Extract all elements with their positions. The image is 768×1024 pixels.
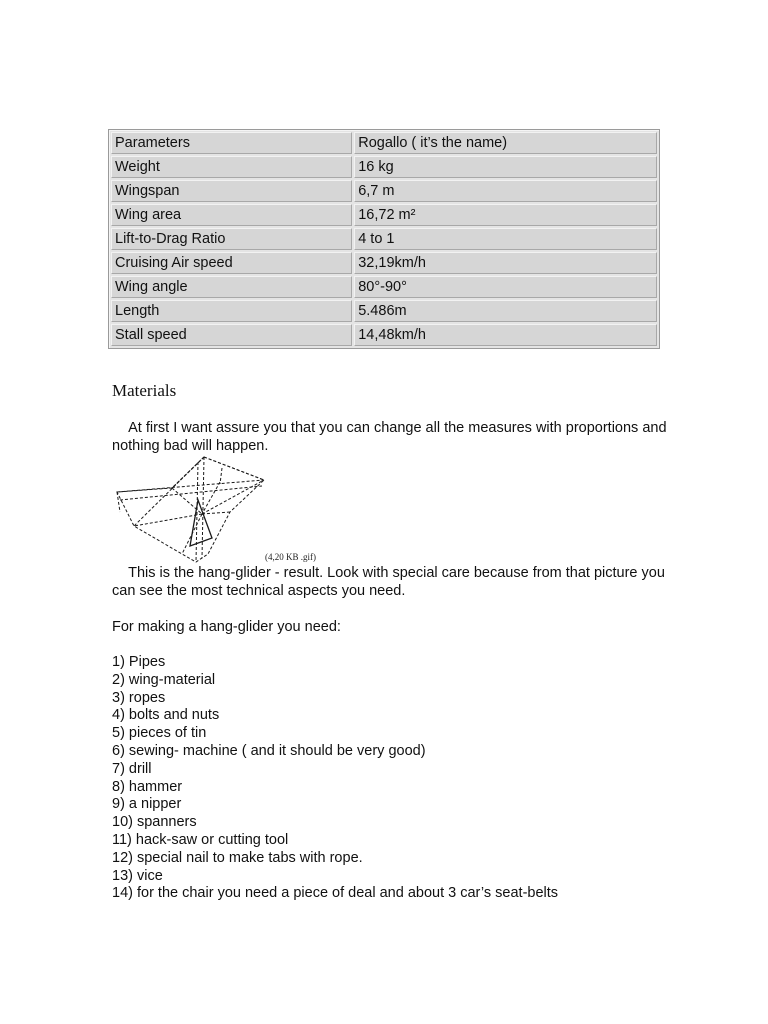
list-item: 11) hack-saw or cutting tool	[112, 831, 289, 848]
list-item: 1) Pipes	[112, 654, 166, 670]
param-cell: Length	[111, 300, 352, 322]
image-caption: (4,20 KB .gif)	[265, 552, 316, 562]
parameters-table	[108, 129, 660, 349]
param-cell: Weight	[111, 156, 352, 178]
list-item: 7) drill	[112, 760, 152, 777]
list-item: 8) hammer	[112, 778, 183, 795]
param-cell: Stall speed	[111, 324, 352, 346]
cross-bar-lower	[120, 486, 262, 500]
param-cell: Wingspan	[111, 180, 352, 202]
table-row	[111, 324, 657, 346]
keel-line	[202, 457, 204, 558]
control-frame	[190, 500, 212, 546]
list-item: 2) wing-material	[112, 671, 216, 688]
table-row	[111, 300, 657, 322]
materials-list	[112, 654, 558, 903]
value-cell: 16 kg	[354, 156, 657, 178]
param-cell: Cruising Air speed	[111, 252, 352, 274]
intro-text: At first I want assure you that you can change all the measures with proportions and nothing bad will happen.	[112, 420, 667, 454]
materials-heading: Materials	[112, 381, 177, 400]
value-cell: 16,72 m²	[354, 204, 657, 226]
wire	[117, 492, 120, 512]
value-cell: 4 to 1	[354, 228, 657, 250]
leading-edge-right	[204, 457, 264, 480]
result-paragraph	[112, 564, 672, 600]
list-item: 3) ropes	[112, 689, 166, 706]
wire	[172, 457, 204, 488]
value-cell: 14,48km/h	[354, 324, 657, 346]
wire	[220, 468, 222, 484]
table-row	[111, 156, 657, 178]
param-cell: Parameters	[111, 132, 352, 154]
list-item: 14) for the chair you need a piece of deal and about 3 car’s seat-belts	[112, 885, 559, 902]
wire	[134, 514, 202, 526]
param-cell: Lift-to-Drag Ratio	[111, 228, 352, 250]
list-item: 6) sewing- machine ( and it should be very good)	[112, 742, 426, 759]
need-heading: For making a hang-glider you need:	[112, 619, 341, 635]
list-item: 4) bolts and nuts	[112, 707, 220, 724]
table-row	[111, 204, 657, 226]
table-row	[111, 252, 657, 274]
table-row	[111, 132, 657, 154]
result-text: This is the hang-glider - result. Look with special care because from that picture you can see the most technical aspects you need.	[112, 565, 665, 599]
param-cell: Wing angle	[111, 276, 352, 298]
value-cell: 5.486m	[354, 300, 657, 322]
param-cell: Wing area	[111, 204, 352, 226]
value-cell: Rogallo ( it’s the name)	[354, 132, 657, 154]
wire	[202, 512, 230, 514]
table-row	[111, 228, 657, 250]
value-cell: 80°-90°	[354, 276, 657, 298]
table-row	[111, 180, 657, 202]
list-item: 10) spanners	[112, 814, 197, 831]
value-cell: 6,7 m	[354, 180, 657, 202]
list-item: 12) special nail to make tabs with rope.	[112, 849, 363, 866]
cross-bar	[117, 480, 264, 492]
hang-glider-drawing	[112, 454, 272, 564]
parameters-table-body	[111, 132, 657, 346]
list-item: 9) a nipper	[112, 796, 182, 813]
list-item: 5) pieces of tin	[112, 725, 207, 742]
value-cell: 32,19km/h	[354, 252, 657, 274]
intro-paragraph	[112, 419, 672, 455]
list-item: 13) vice	[112, 867, 163, 884]
table-row	[111, 276, 657, 298]
